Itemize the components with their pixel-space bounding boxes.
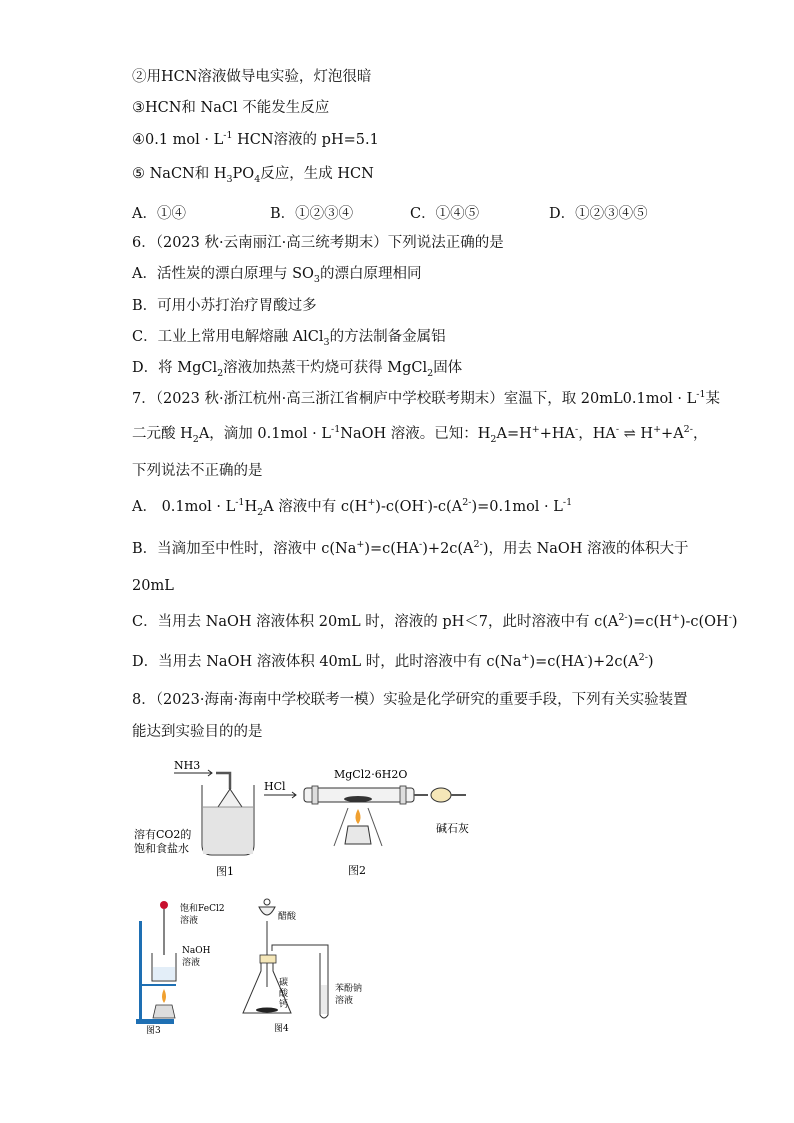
q8-stem: 8．（2023·海南·海南中学校联考一模）实验是化学研究的重要手段，下列有关实验装置: [132, 692, 688, 708]
fig2-absorbent-label: 碱石灰: [436, 822, 469, 835]
fig1-liquid-label-1: 溶有CO2的: [134, 828, 192, 841]
figure-4: [236, 893, 396, 1035]
fig4-solid-label-1: 碳: [279, 978, 289, 988]
q7-option-b-continued: 20mL: [132, 578, 174, 594]
fig4-solid-label-3: 钙: [279, 1000, 289, 1010]
q7-option-b: B．当滴加至中性时，溶液中 $c(Na^+)=c(HA^-)+2c(A^{2-})$，用去 NaOH 溶液的体积大于: [132, 539, 689, 557]
fig4-caption: 图4: [274, 1024, 289, 1034]
fig2-gas-label: HCl: [264, 780, 286, 793]
q8-stem-line-2: 能达到实验目的的是: [132, 724, 263, 740]
q7-option-c: C．当用去 NaOH 溶液体积 20mL 时，溶液的 pH＜7，此时溶液中有 $c(A^{2-})=c(H^+)-c(OH^-)$: [132, 612, 738, 630]
fig3-beaker-label-1: NaOH: [182, 946, 211, 956]
statement-5: ⑤ NaCN和 $H_3PO_4$反应，生成 HCN: [132, 166, 374, 185]
q7-stem-line-3: 下列说法不正确的是: [132, 463, 263, 479]
fig1-gas-label: NH3: [174, 759, 201, 772]
q5-option-c: C．①④⑤: [410, 206, 480, 222]
fig3-dropper-label-2: 溶液: [180, 916, 199, 926]
fig2-caption: 图2: [348, 864, 366, 877]
q5-options: [132, 202, 692, 222]
fig4-tube-label-2: 溶液: [335, 996, 354, 1006]
fig1-liquid-label-2: 饱和食盐水: [134, 842, 189, 855]
figure-1: [132, 755, 262, 880]
fig4-tube-label-1: 苯酚钠: [335, 984, 363, 994]
q6-option-a: A．活性炭的漂白原理与 $SO_3$的漂白原理相同: [132, 266, 422, 285]
fig1-caption: 图1: [216, 865, 234, 878]
statement-3: ③HCN和 NaCl 不能发生反应: [132, 100, 330, 116]
figure-2: [262, 762, 478, 880]
q7-stem: 7．（2023 秋·浙江杭州·高三浙江省桐庐中学校联考期末）室温下，取 $20mL0.1mol \cdot L^{-1}$某: [132, 389, 721, 407]
fig2-reagent-label: MgCl2·6H2O: [334, 768, 408, 781]
q5-option-b: B．①②③④: [270, 206, 354, 222]
statement-4: ④0.1 mol · $L^{-1}$ HCN溶液的 pH=5.1: [132, 130, 379, 148]
fig3-dropper-label-1: 饱和FeCl2: [180, 904, 225, 914]
q6-stem: 6．（2023 秋·云南丽江·高三统考期末）下列说法正确的是: [132, 235, 504, 251]
figure-3: [132, 897, 232, 1035]
fig4-solid-label-2: 酸: [279, 989, 289, 999]
q6-option-c: C．工业上常用电解熔融 AlCl$_3$的方法制备金属铝: [132, 329, 446, 348]
q7-option-d: D．当用去 NaOH 溶液体积 40mL 时，此时溶液中有 $c(Na^+)=c(HA^-)+2c(A^{2-})$: [132, 652, 654, 670]
fig3-caption: 图3: [146, 1026, 161, 1035]
q6-option-b: B．可用小苏打治疗胃酸过多: [132, 298, 317, 314]
q5-option-d: D．①②③④⑤: [549, 206, 648, 222]
fig3-beaker-label-2: 溶液: [182, 958, 201, 968]
q6-option-d: D．将 MgCl$_2$溶液加热蒸干灼烧可获得 MgCl$_2$固体: [132, 360, 463, 379]
q7-stem-line-2: 二元酸 $H_2A$，滴加 $0.1mol \cdot L^{-1}NaOH$ 溶液。已知：$H_2A=H^++HA^-$，HA- ⇌ $H^++A^{2-}$，: [132, 424, 708, 445]
q5-option-a: A．①④: [132, 206, 186, 222]
statement-2: ②用HCN溶液做导电实验，灯泡很暗: [132, 69, 372, 85]
fig4-funnel-label: 醋酸: [278, 912, 297, 922]
q7-option-a: A． $0.1mol \cdot L^{-1}H_2A$ 溶液中有 $c(H^+)-c(OH^-)-c(A^{2-})=0.1mol \cdot L^{-1}$: [132, 497, 573, 518]
